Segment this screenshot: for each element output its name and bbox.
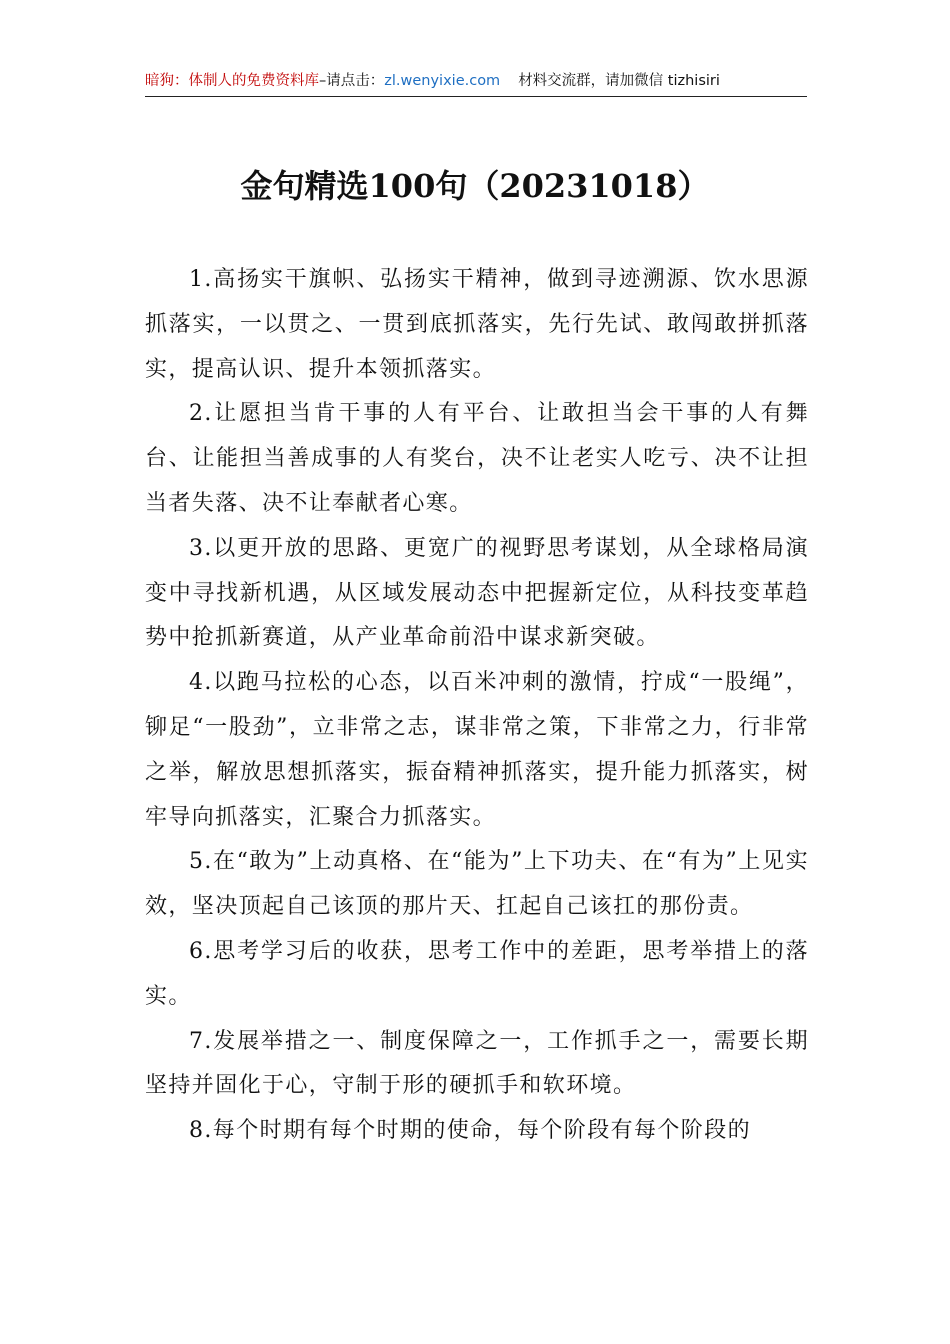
header-contact: 材料交流群，请加微信 tizhisiri bbox=[518, 73, 720, 89]
header-url-link[interactable]: zl.wenyixie.com bbox=[384, 73, 501, 89]
paragraph-5: 5.在“敢为”上动真格、在“能为”上下功夫、在“有为”上见实效，坚决顶起自己该顶的那片天、扛起自己该扛的那份责。 bbox=[145, 849, 809, 920]
paragraph-3: 3.以更开放的思路、更宽广的视野思考谋划，从全球格局演变中寻找新机遇，从区域发展动态中把握新定位，从科技变革趋势中抢抓新赛道，从产业革命前沿中谋求新突破。 bbox=[145, 535, 809, 651]
paragraph-1: 1.高扬实干旗帜、弘扬实干精神，做到寻迹溯源、饮水思源抓落实，一以贯之、一贯到底抓落实，先行先试、敢闯敢拼抓落实，提高认识、提升本领抓落实。 bbox=[145, 267, 809, 382]
document-body bbox=[145, 258, 809, 1154]
paragraph-6: 6.思考学习后的收获，思考工作中的差距，思考举措上的落实。 bbox=[145, 938, 809, 1009]
header-link-label: –请点击： bbox=[319, 73, 385, 89]
paragraph-2: 2.让愿担当肯干事的人有平台、让敢担当会干事的人有舞台、让能担当善成事的人有奖台，决不让老实人吃亏、决不让担当者失落、决不让奉献者心寒。 bbox=[145, 401, 809, 516]
page-header bbox=[145, 68, 807, 97]
document-title: 金句精选100句（20231018） bbox=[240, 167, 710, 205]
paragraph-8: 8.每个时期有每个时期的使命，每个阶段有每个阶段的 bbox=[189, 1118, 751, 1144]
header-brand: 暗狗：体制人的免费资料库 bbox=[145, 73, 319, 89]
paragraph-7: 7.发展举措之一、制度保障之一，工作抓手之一，需要长期坚持并固化于心，守制于形的硬抓手和软环境。 bbox=[145, 1028, 809, 1099]
paragraph-4: 4.以跑马拉松的心态，以百米冲刺的激情，拧成“一股绳”，铆足“一股劲”，立非常之志，谋非常之策，下非常之力，行非常之举，解放思想抓落实，振奋精神抓落实，提升能力抓落实，树牢导向抓落实，汇聚合力抓落实。 bbox=[145, 670, 809, 830]
